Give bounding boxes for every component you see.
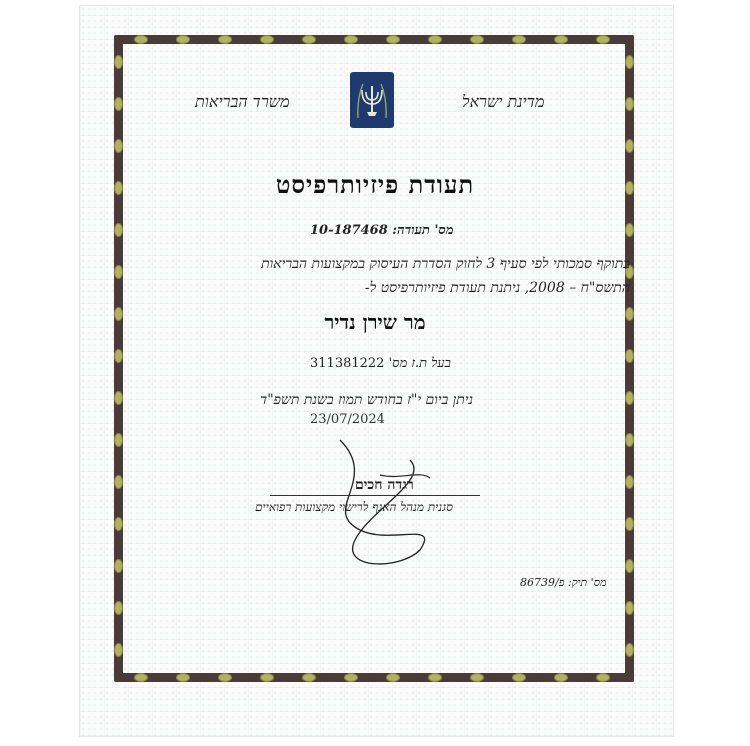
certificate-title: תעודת פיזיותרפיסט <box>275 170 475 199</box>
body-line-2: התשס"ח – 2008, ניתנת תעודת פיזיותרפיסט ל- <box>364 280 630 296</box>
signer-title: סגנית מנהל האגף לרישוי מקצועות רפואיים <box>255 500 453 514</box>
border-bead <box>625 559 634 573</box>
border-bead <box>344 35 358 44</box>
border-bead <box>625 55 634 69</box>
border-bead <box>428 673 442 682</box>
border-bead <box>625 139 634 153</box>
ministry-name: משרד הבריאות <box>195 92 290 111</box>
border-bead <box>218 673 232 682</box>
border-bead <box>176 35 190 44</box>
issue-text: ניתן ביום י"ז בחודש תמוז בשנת תשפ"ד <box>260 392 474 408</box>
border-bead <box>596 35 610 44</box>
border-bead <box>114 433 123 447</box>
border-bead <box>114 97 123 111</box>
border-bead <box>470 673 484 682</box>
border-bead <box>625 517 634 531</box>
border-bead <box>114 391 123 405</box>
file-number-value: פ/86739 <box>520 576 565 589</box>
certificate-number-value: 10-187468 <box>310 223 388 238</box>
border-bead <box>554 35 568 44</box>
border-bead <box>260 673 274 682</box>
border-bead <box>114 559 123 573</box>
border-bead <box>625 601 634 615</box>
body-line-1: בתוקף סמכותי לפי סעיף 3 לחוק הסדרת העיסוק במקצועות הבריאות <box>261 256 630 272</box>
border-bead <box>114 307 123 321</box>
id-row <box>310 355 451 371</box>
border-bead <box>114 643 123 657</box>
border-bead <box>554 673 568 682</box>
border-bead <box>512 673 526 682</box>
signature-line <box>270 495 480 496</box>
menorah-icon <box>355 78 389 122</box>
border-bead <box>176 673 190 682</box>
recipient-name: מר שירן נדיר <box>324 310 426 334</box>
border-bead <box>625 223 634 237</box>
border-bead <box>625 643 634 657</box>
border-bead <box>114 265 123 279</box>
border-bead <box>114 139 123 153</box>
border-bead <box>302 673 316 682</box>
border-bead <box>625 433 634 447</box>
file-number-row <box>520 576 606 589</box>
border-bead <box>625 391 634 405</box>
border-bead <box>218 35 232 44</box>
border-bead <box>114 601 123 615</box>
file-number-label: מס' תיק: <box>567 576 607 589</box>
state-emblem-menorah-icon <box>350 72 394 128</box>
certificate-number-label: מס' תעודה: <box>392 223 454 238</box>
border-bead <box>386 35 400 44</box>
border-bead <box>114 223 123 237</box>
border-bead <box>596 673 610 682</box>
border-bead <box>302 35 316 44</box>
border-bead <box>134 673 148 682</box>
issue-date: 23/07/2024 <box>310 412 385 427</box>
id-value: 311381222 <box>310 356 385 371</box>
border-bead <box>134 35 148 44</box>
border-bead <box>260 35 274 44</box>
state-name: מדינת ישראל <box>462 92 545 111</box>
border-bead <box>114 181 123 195</box>
border-bead <box>386 673 400 682</box>
border-bead <box>625 475 634 489</box>
border-bead <box>344 673 358 682</box>
border-bead <box>428 35 442 44</box>
border-bead <box>114 475 123 489</box>
border-bead <box>625 181 634 195</box>
signer-name: רגדה חכים <box>355 477 414 493</box>
border-bead <box>114 517 123 531</box>
certificate-number-row <box>310 222 454 238</box>
border-bead <box>512 35 526 44</box>
border-bead <box>625 307 634 321</box>
border-bead <box>114 55 123 69</box>
border-bead <box>625 349 634 363</box>
border-bead <box>625 97 634 111</box>
border-bead <box>114 349 123 363</box>
border-bead <box>470 35 484 44</box>
id-label: בעל ת.ז מס' <box>388 356 451 371</box>
